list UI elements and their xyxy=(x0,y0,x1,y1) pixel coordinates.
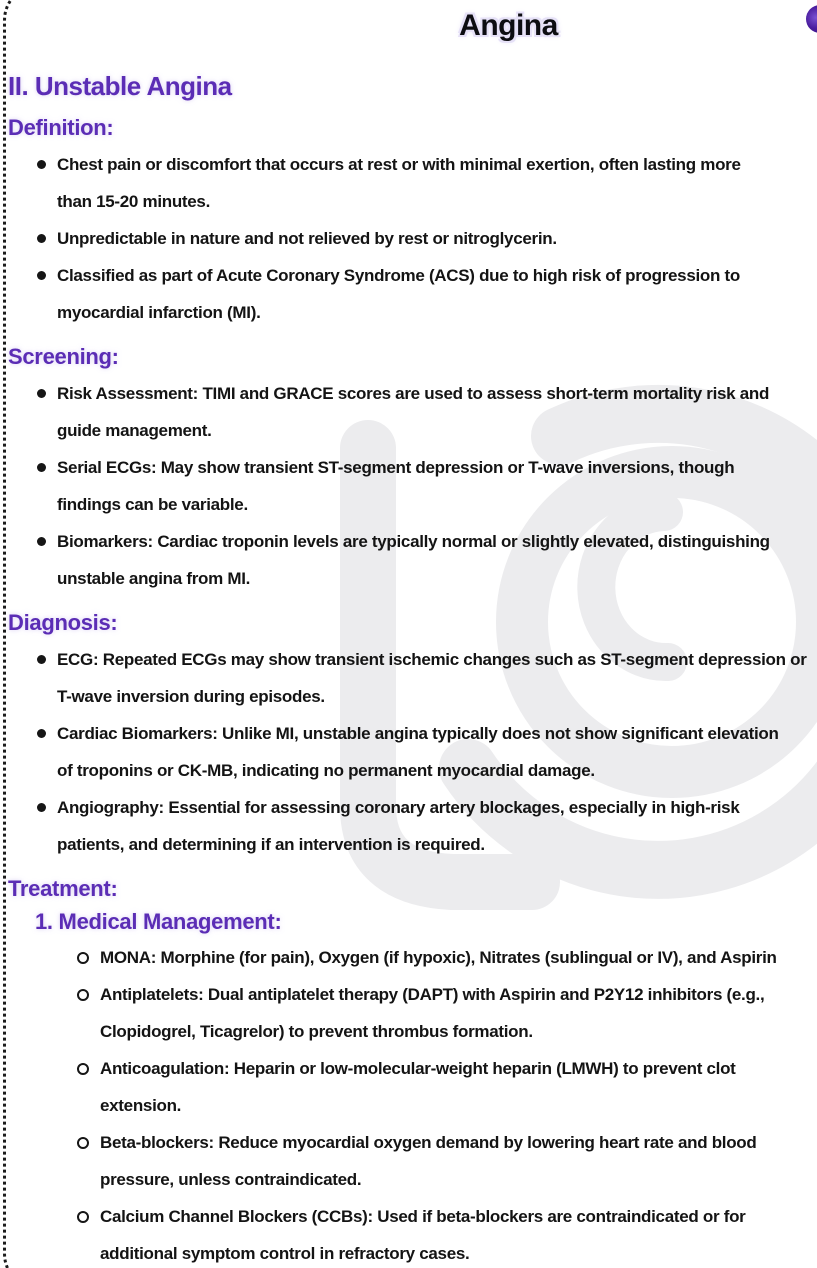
page-title: Angina xyxy=(459,9,558,42)
bullet-dot-icon xyxy=(37,271,46,280)
list-item-text: Cardiac Biomarkers: Unlike MI, unstable angina typically does not show significant elevation xyxy=(57,724,779,743)
section-heading-unstable-angina: II. Unstable Angina xyxy=(8,71,232,101)
list-item xyxy=(0,1198,817,1268)
bullet-circle-icon xyxy=(77,952,89,964)
list-item-text: Antiplatelets: Dual antiplatelet therapy (DAPT) with Aspirin and P2Y12 inhibitors (e.g., xyxy=(100,985,765,1004)
subsection-label-treatment: Treatment: xyxy=(8,876,118,901)
bullet-dot-icon xyxy=(37,655,46,664)
list-item xyxy=(0,976,817,1050)
list-item xyxy=(0,146,817,220)
bullet-dot-icon xyxy=(37,537,46,546)
list-item xyxy=(0,449,817,523)
list-item xyxy=(0,641,817,715)
list-item-text: ECG: Repeated ECGs may show transient ischemic changes such as ST-segment depression or xyxy=(57,650,807,669)
bullet-dot-icon xyxy=(37,389,46,398)
list-item xyxy=(0,789,817,863)
list-item-text: Clopidogrel, Ticagrelor) to prevent thrombus formation. xyxy=(100,1022,533,1041)
bullet-circle-icon xyxy=(77,989,89,1001)
list-item xyxy=(0,220,817,257)
bullet-circle-icon xyxy=(77,1137,89,1149)
list-item-text: T-wave inversion during episodes. xyxy=(57,687,325,706)
list-item-text: Unpredictable in nature and not relieved by rest or nitroglycerin. xyxy=(57,229,557,248)
bullet-dot-icon xyxy=(37,729,46,738)
list-item xyxy=(0,939,817,976)
list-item-text: Biomarkers: Cardiac troponin levels are typically normal or slightly elevated, distinguishing xyxy=(57,532,770,551)
bullet-dot-icon xyxy=(37,463,46,472)
list-item-text: extension. xyxy=(100,1096,182,1115)
list-item-text: findings can be variable. xyxy=(57,495,248,514)
list-item-text: Chest pain or discomfort that occurs at rest or with minimal exertion, often lasting more xyxy=(57,155,741,174)
bullet-dot-icon xyxy=(37,234,46,243)
list-item-text: of troponins or CK-MB, indicating no permanent myocardial damage. xyxy=(57,761,595,780)
list-item-text: patients, and determining if an intervention is required. xyxy=(57,835,485,854)
subsection-label-medical-management: 1. Medical Management: xyxy=(35,909,282,934)
list-item-text: Calcium Channel Blockers (CCBs): Used if beta-blockers are contraindicated or for xyxy=(100,1207,746,1226)
list-item-text: Serial ECGs: May show transient ST-segment depression or T-wave inversions, though xyxy=(57,458,735,477)
subsection-label-definition: Definition: xyxy=(8,115,114,140)
list-item-text: additional symptom control in refractory cases. xyxy=(100,1244,470,1263)
bullet-dot-icon xyxy=(37,803,46,812)
list-item xyxy=(0,523,817,597)
list-item-text: than 15-20 minutes. xyxy=(57,192,211,211)
bullet-circle-icon xyxy=(77,1211,89,1223)
list-item xyxy=(0,1124,817,1198)
list-item-text: Angiography: Essential for assessing coronary artery blockages, especially in high-risk xyxy=(57,798,740,817)
list-item-text: Classified as part of Acute Coronary Syndrome (ACS) due to high risk of progression to xyxy=(57,266,740,285)
bullet-dot-icon xyxy=(37,160,46,169)
definition-list xyxy=(0,146,817,331)
list-item-text: guide management. xyxy=(57,421,212,440)
subsection-label-screening: Screening: xyxy=(8,344,119,369)
subsection-label-diagnosis: Diagnosis: xyxy=(8,610,118,635)
list-item-text: Beta-blockers: Reduce myocardial oxygen demand by lowering heart rate and blood xyxy=(100,1133,757,1152)
treatment-list xyxy=(0,939,817,1268)
list-item-text: Anticoagulation: Heparin or low-molecular-weight heparin (LMWH) to prevent clot xyxy=(100,1059,736,1078)
list-item-text: MONA: Morphine (for pain), Oxygen (if hypoxic), Nitrates (sublingual or IV), and Aspirin xyxy=(100,948,777,967)
list-item-text: unstable angina from MI. xyxy=(57,569,251,588)
bullet-circle-icon xyxy=(77,1063,89,1075)
screening-list xyxy=(0,375,817,597)
list-item xyxy=(0,375,817,449)
list-item-text: pressure, unless contraindicated. xyxy=(100,1170,362,1189)
page-content xyxy=(0,6,817,1268)
list-item xyxy=(0,257,817,331)
list-item-text: Risk Assessment: TIMI and GRACE scores are used to assess short-term mortality risk and xyxy=(57,384,770,403)
list-item xyxy=(0,715,817,789)
diagnosis-list xyxy=(0,641,817,863)
list-item xyxy=(0,1050,817,1124)
list-item-text: myocardial infarction (MI). xyxy=(57,303,261,322)
